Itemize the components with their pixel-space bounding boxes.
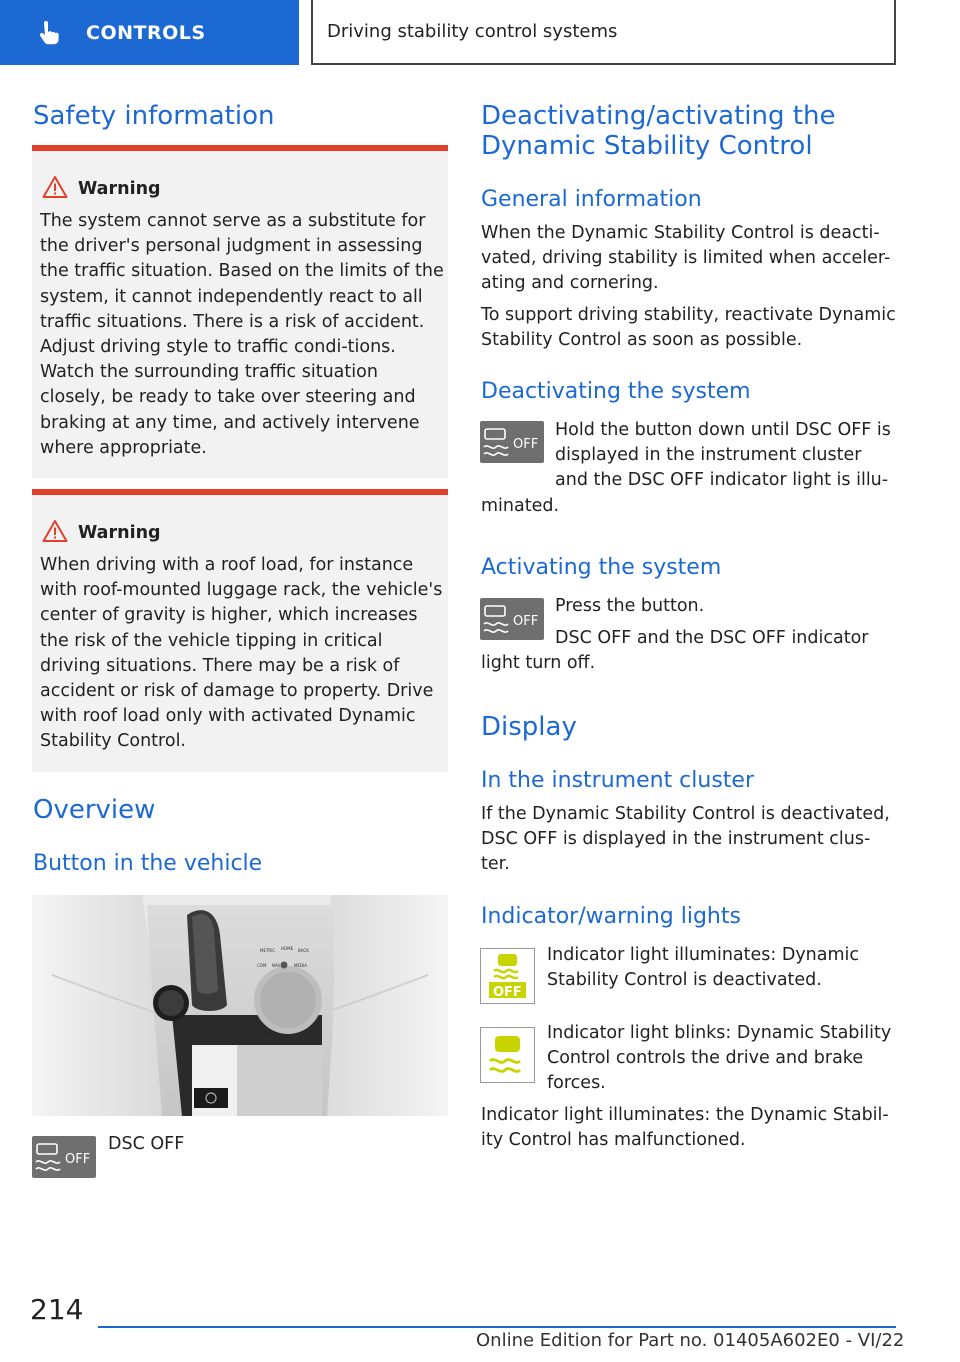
center-console-photo <box>32 895 448 1116</box>
photo-label-back: BACK <box>258 1035 269 1040</box>
indicator-1-text: Indicator light illuminates: Dynamic Stability Control is deactivated. <box>547 945 860 991</box>
dsc-off-button-icon <box>480 421 544 463</box>
warning-title: Warning <box>78 523 161 543</box>
header-title: Driving stability control systems <box>327 21 618 42</box>
dsc-icon-off-text: OFF <box>65 1152 91 1167</box>
indicator-warning-heading: Indicator/warning lights <box>481 904 741 929</box>
footer-edition: Online Edition for Part no. 01405A602E0 - VI/22 <box>476 1330 905 1351</box>
deactivating-system-heading: Deactivating the system <box>481 379 751 404</box>
photo-label-com: COM <box>257 963 267 968</box>
instrument-cluster-text: If the Dynamic Stability Control is deactivated, DSC OFF is displayed in the instrument clus-ter. <box>481 804 890 875</box>
indicator-2-text: Indicator light blinks: Dynamic Stability Control controls the drive and brake forces. <box>547 1023 892 1094</box>
center-console-illustration <box>32 895 448 1116</box>
general-information-heading: General information <box>481 187 702 212</box>
safety-heading: Safety information <box>33 101 275 131</box>
display-heading: Display <box>481 712 577 742</box>
header-title-box <box>311 0 896 65</box>
photo-label-option: OPTION <box>294 1035 310 1040</box>
photo-label-back-top: BACK <box>298 948 309 953</box>
dsc-off-indicator-icon <box>480 948 535 1004</box>
deactivating-text: Hold the button down until DSC OFF is displayed in the instrument cluster and the DSC OFF indicator light is illu- <box>555 420 891 491</box>
dsc-icon-off-text: OFF <box>513 614 539 629</box>
activating-text-1: Press the button. <box>555 596 705 616</box>
dsc-indicator-icon <box>480 1027 535 1083</box>
photo-label-metric: METRIC <box>260 948 276 953</box>
photo-label-home: HOME <box>281 946 294 951</box>
activating-system-heading: Activating the system <box>481 555 722 580</box>
indicator-3-text: Indicator light illuminates: the Dynamic Stabil-ity Control has malfunctioned. <box>481 1105 889 1151</box>
dsc-off-button-icon <box>480 598 544 640</box>
warning-triangle-icon <box>42 519 68 543</box>
header-section-label: CONTROLS <box>86 21 206 44</box>
dsc-off-button-icon <box>32 1136 96 1178</box>
warning-text: When driving with a roof load, for instance with roof-mounted luggage rack, the vehicle's center of gravity is higher, which increases the risk of the vehicle tipping in critical driving situations. There may be a risk of accident or risk of damage to property. Drive with roof load only with activated Dynamic Stability Control. <box>40 555 443 752</box>
dsc-icon-off-text: OFF <box>513 437 539 452</box>
indicator-off-text: OFF <box>493 985 522 1000</box>
warning-title: Warning <box>78 179 161 199</box>
photo-label-nav: NAV <box>272 963 281 968</box>
warning-box-1 <box>32 145 448 478</box>
deactivating-text-continued: minated. <box>481 496 560 516</box>
photo-label-media: MEDIA <box>294 963 307 968</box>
general-paragraph-1: When the Dynamic Stability Control is deacti-vated, driving stability is limited when acceler-ating and cornering. <box>481 223 891 294</box>
activating-text-2-continued: light turn off. <box>481 653 596 673</box>
warning-text: The system cannot serve as a substitute for the driver's personal judgment in assessing the traffic situation. Based on the limits of the system, it cannot independently react to all traffic situations. There is a risk of accident. Adjust driving style to traffic condi-tions. Watch the surrounding traffic situation closely, be ready to take over steering and braking at any time, and actively intervene where appropriate. <box>40 211 444 458</box>
warning-box-2 <box>32 489 448 772</box>
deactivating-activating-heading: Deactivating/activating the Dynamic Stability Control <box>481 101 836 161</box>
warning-triangle-icon <box>42 175 68 199</box>
overview-heading: Overview <box>33 795 156 825</box>
activating-text-2: DSC OFF and the DSC OFF indicator <box>555 628 869 648</box>
instrument-cluster-heading: In the instrument cluster <box>481 768 755 793</box>
footer-divider <box>98 1326 896 1328</box>
button-in-vehicle-heading: Button in the vehicle <box>33 851 263 876</box>
dsc-off-label: DSC OFF <box>108 1134 185 1154</box>
header-section-tab <box>0 0 299 65</box>
page-number: 214 <box>30 1293 84 1326</box>
hand-pointer-icon <box>36 19 64 47</box>
general-paragraph-2: To support driving stability, reactivate Dynamic Stability Control as soon as possible. <box>481 305 896 351</box>
